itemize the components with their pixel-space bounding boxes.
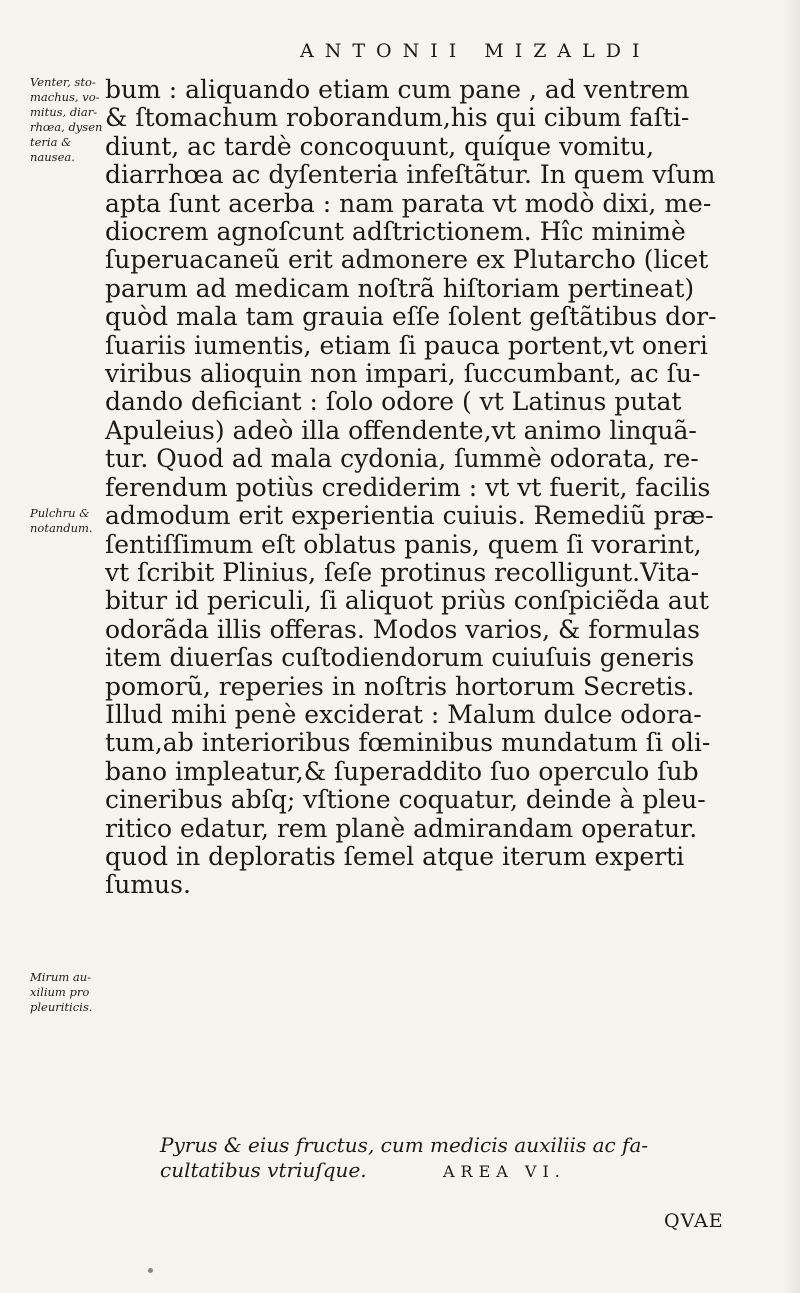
footer-note-line: [160, 1158, 720, 1184]
margin-note-line: xilium pro: [30, 985, 90, 999]
margin-note-line: Mirum au-: [30, 970, 92, 984]
text-line: tur. Quod ad mala cydonia, ſummè odorata, re-: [105, 444, 699, 474]
page-edge-shadow: [782, 0, 800, 1293]
text-line: viribus alioquin non impari, ſuccumbant, ac ſu-: [105, 359, 701, 389]
text-line: diocrem agnoſcunt adſtrictionem. Hîc minimè: [105, 217, 686, 247]
footer-note-text: cultatibus vtriuſque.: [160, 1158, 367, 1182]
margin-note-pulchrum: [30, 506, 102, 536]
text-line: vt ſcribit Plinius, ſeſe protinus recolligunt.Vita-: [105, 557, 700, 587]
text-line: diarrhœa ac dyſenteria infeſtãtur. In quem vſum: [105, 160, 716, 190]
margin-note-line: machus, vo-: [30, 90, 100, 104]
margin-note-line: Pulchru &: [30, 506, 90, 520]
catchword: QVAE: [664, 1210, 724, 1232]
text-line: Apuleius) adeò illa offendente,vt animo linquã-: [105, 415, 697, 445]
text-line: tum,ab interioribus fœminibus mundatum ſi oli-: [105, 728, 711, 758]
text-line: ritico edatur, rem planè admirandam operatur.: [105, 813, 698, 843]
text-line: cineribus abſq; vſtione coquatur, deinde à pleu-: [105, 785, 706, 815]
text-line: ſumus.: [105, 870, 191, 900]
section-heading-note: [160, 1133, 720, 1184]
text-line: odorãda illis offeras. Modos varios, & formulas: [105, 614, 700, 644]
margin-note-line: pleuriticis.: [30, 1000, 93, 1014]
margin-note-line: notandum.: [30, 521, 93, 535]
text-line: bitur id periculi, ſi aliquot priùs conſpiciẽda aut: [105, 586, 709, 616]
margin-note-mirum: [30, 970, 102, 1015]
text-line: quod in deploratis ſemel atque iterum experti: [105, 841, 685, 871]
text-line: bano impleatur,& ſuperaddito ſuo operculo ſub: [105, 756, 699, 786]
margin-note-venter: [30, 75, 102, 165]
text-line: apta ſunt acerba : nam parata vt modò dixi, me-: [105, 188, 712, 218]
margin-note-line: rhœa, dysen: [30, 120, 103, 134]
running-head: ANTONII MIZALDI: [300, 40, 651, 62]
area-label: AREA VI.: [443, 1162, 566, 1181]
text-line: ſentiſſimum eſt oblatus panis, quem ſi vorarint,: [105, 529, 702, 559]
text-line: pomorũ, reperies in noſtris hortorum Secretis.: [105, 671, 695, 701]
text-line: bum : aliquando etiam cum pane , ad ventrem: [105, 75, 690, 104]
margin-note-line: teria &: [30, 135, 72, 149]
footer-note-line: Pyrus & eius fructus, cum medicis auxiliis ac fa-: [160, 1133, 649, 1157]
text-line: quòd mala tam grauia eſſe ſolent geſtãtibus dor-: [105, 302, 717, 332]
text-line: & ſtomachum roborandum,his qui cibum faſti-: [105, 103, 690, 133]
text-line: ſuperuacaneũ erit admonere ex Plutarcho (licet: [105, 245, 709, 275]
text-line: ſuariis iumentis, etiam ſi pauca portent,vt oneri: [105, 330, 708, 360]
body-text: [105, 76, 745, 900]
margin-note-line: mitus, diar-: [30, 105, 98, 119]
text-line: dando deficiant : ſolo odore ( vt Latinus putat: [105, 387, 682, 417]
text-line: ferendum potiùs crediderim : vt vt fuerit, facilis: [105, 472, 711, 502]
text-line: diunt, ac tardè concoquunt, quíque vomitu,: [105, 131, 655, 161]
margin-note-line: nausea.: [30, 150, 75, 164]
text-line: admodum erit experientia cuiuis. Remediũ præ-: [105, 501, 714, 531]
paper-speck: [148, 1268, 153, 1273]
text-line: item diuerſas cuſtodiendorum cuiuſuis generis: [105, 643, 695, 673]
text-line: Illud mihi penè exciderat : Malum dulce odora-: [105, 699, 702, 729]
text-line: parum ad medicam noſtrã hiſtoriam pertineat): [105, 273, 695, 303]
margin-note-line: Venter, sto-: [30, 75, 96, 89]
